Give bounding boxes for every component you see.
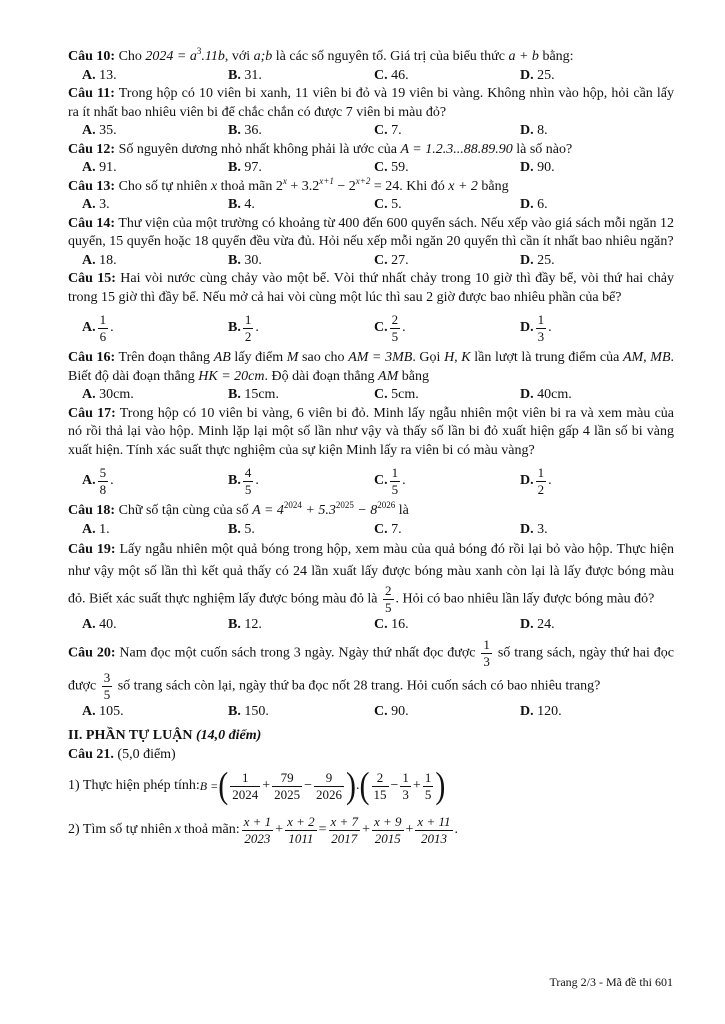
option-d: D. 120.	[520, 703, 562, 719]
options-15	[68, 307, 674, 349]
option-d: D. 25.	[520, 252, 555, 268]
option-d: D. 3.	[520, 521, 548, 537]
q21-part-1: 1) Thực hiện phép tính: B = ( $\frac{1}{2024}$ + $\frac{79}{2025}$ − $\frac{9}{2026}$ ) . ( $\frac{2}{15}$ − $\frac{1}{3}$ + $\frac{1}{5}$ )	[68, 764, 446, 806]
fraction: $\frac{1}{3}$	[537, 311, 545, 344]
option-b: B. 31.	[228, 67, 262, 83]
question-16: Câu 16: Trên đoạn thẳng AB lấy điểm M sao cho AM = 3MB. Gọi H, K lần lượt là trung điểm của AM, MB. Biết độ dài đoạn thẳng HK = 20cm. Độ dài đoạn thẳng AM bằng	[68, 350, 675, 384]
exam-page	[68, 48, 674, 852]
fraction: $\frac{1}{2}$	[537, 464, 545, 497]
option-c: C. 27.	[374, 252, 409, 268]
option-b: B. 150.	[228, 703, 269, 719]
option-d: D. 8.	[520, 123, 548, 138]
question-13: Câu 13: Cho số tự nhiên x thoả mãn $2^x + 3.2^{x+1} - 2^{x+2} = 24$. Khi đó x + 2 bằng	[68, 175, 509, 194]
question-17: Câu 17: Trong hộp có 10 viên bi vàng, 6 viên bi đỏ. Minh lấy ngẫu nhiên một viên bi ra và xem màu của nó rồi thả lại vào hộp. Minh lặp lại một số lần như vậy và thấy số lần bi đỏ xuất hiện gấp 4 lần số bi vàng xuất hiện. Tính xác suất thực nghiệm của sự kiện Minh lấy ra viên bi có màu vàng?	[68, 405, 674, 458]
option-a: A. 91.	[82, 160, 117, 175]
fraction: $\frac{1}{3}$	[402, 769, 409, 802]
option-a: A. 3.	[82, 197, 110, 212]
option-d: D. 90.	[520, 160, 555, 175]
option-a: A. 30cm.	[82, 387, 134, 402]
options-12	[68, 159, 674, 178]
options-19	[68, 616, 674, 635]
fraction: $\frac{4}{5}$	[244, 464, 252, 497]
question-15: Câu 15: Hai vòi nước cùng chảy vào một bể. Vòi thứ nhất chảy trong 10 giờ thì đầy bể, vòi thứ hai chảy trong 15 giờ thì đầy bể. Nếu mở cả hai vòi cùng một lúc thì sau 2 giờ được bao nhiêu phần của bể?	[68, 271, 674, 305]
question-14: Câu 14: Thư viện của một trường có khoảng từ 400 đến 600 quyển sách. Nếu xếp vào giá sách mỗi ngăn 12 quyển, 15 quyển hoặc 18 quyển đều vừa đủ. Hỏi nếu xếp mỗi ngăn 20 quyển thì cần ít nhất bao nhiêu ngăn?	[68, 215, 674, 249]
option-c: C. 5.	[374, 197, 402, 212]
options-11	[68, 122, 674, 141]
option-d: D. 40cm.	[520, 387, 572, 402]
option-d: D. $\frac{1}{3}$ .	[520, 311, 552, 344]
fraction: $\frac{79}{2025}$	[274, 769, 301, 802]
option-c: C. 7.	[374, 123, 402, 138]
options-13	[68, 196, 674, 215]
option-a: A. $\frac{1}{6}$ .	[82, 311, 114, 344]
option-a: A. 105.	[82, 703, 124, 719]
fraction: $\frac{3}{5}$	[103, 669, 111, 702]
option-a: A. 13.	[82, 67, 117, 83]
option-a: A. 35.	[82, 123, 117, 138]
options-20	[68, 703, 674, 722]
option-c: C. $\frac{2}{5}$ .	[374, 311, 406, 344]
option-c: C. $\frac{1}{5}$ .	[374, 464, 406, 497]
question-12: Câu 12: Số nguyên dương nhỏ nhất không phải là ước của A = 1.2.3...88.89.90 là số nào?	[68, 141, 573, 157]
option-c: C. 46.	[374, 67, 409, 83]
section-heading: II. PHẦN TỰ LUẬN (14,0 điểm)	[68, 728, 262, 743]
q21-part-2: 2) Tìm số tự nhiên x thoả mãn: $\frac{x + 1}{2023}$ + $\frac{x + 2}{1011}$ = $\frac{x + 7}{2017}$ + $\frac{x + 9}{2015}$ + $\frac{x + 11}{2013}$ .	[68, 813, 458, 846]
page-footer: Trang 2/3 - Mã đề thi 601	[549, 975, 673, 989]
fraction: $\frac{1}{5}$	[424, 769, 432, 802]
question-label: Câu 10:	[68, 49, 116, 64]
fraction: $\frac{x + 1}{2023}$	[243, 813, 272, 846]
fraction: $\frac{5}{8}$	[99, 464, 107, 497]
fraction: $\frac{1}{2}$	[244, 311, 252, 344]
fraction: $\frac{2}{5}$	[385, 583, 392, 615]
fraction: $\frac{1}{3}$	[483, 636, 490, 669]
option-a: A. 18.	[82, 252, 117, 268]
option-a: A. 40.	[82, 617, 117, 632]
option-c: C. 59.	[374, 160, 409, 175]
options-16	[68, 386, 674, 405]
fraction: $\frac{2}{5}$	[391, 311, 399, 344]
option-b: B. 15cm.	[228, 387, 279, 402]
fraction: $\frac{1}{6}$	[99, 311, 107, 344]
question-19: Câu 19: Lấy ngẫu nhiên một quả bóng trong hộp, xem màu của quả bóng đó rồi lại bỏ vào hộp. Thực hiện như vậy một số lần thì kết quả thấy có 24 lần xuất lấy được bóng màu xanh còn lại là lấy được bóng màu đỏ. Biết xác suất thực nghiệm lấy được bóng màu đỏ là $\frac{2}{5}$ . Hỏi có bao nhiêu lần lấy được bóng màu đỏ?	[68, 542, 674, 615]
option-c: C. 7.	[374, 521, 402, 537]
option-b: B. $\frac{4}{5}$ .	[228, 464, 259, 497]
option-a: A. 1.	[82, 521, 110, 537]
option-b: B. 5.	[228, 521, 255, 537]
option-c: C. 16.	[374, 617, 409, 632]
options-14	[68, 252, 674, 271]
question-10: Câu 10: Cho $2024 = a^3.11b$, với a;b là các số nguyên tố. Giá trị của biểu thức a + b bằng:	[68, 46, 574, 64]
question-11: Câu 11: Trong hộp có 10 viên bi xanh, 11 viên bi đỏ và 19 viên bi vàng. Không nhìn vào hộp, hỏi cần lấy ra ít nhất bao nhiêu viên bi để chắc chắn có được 7 viên bi màu đỏ?	[68, 86, 674, 120]
fraction: $\frac{x + 11}{2013}$	[417, 813, 451, 846]
question-18: Câu 18: Chữ số tận cùng của số $A = 4^{2024} + 5.3^{2025} - 8^{2026}$ là	[68, 500, 409, 518]
question-20: Câu 20: Nam đọc một cuốn sách trong 3 ngày. Ngày thứ nhất đọc được $\frac{1}{3}$ số trang sách, ngày thứ hai đọc được $\frac{3}{5}$ số trang sách còn lại, ngày thứ ba đọc nốt 28 trang. Hỏi cuốn sách có bao nhiêu trang?	[68, 636, 674, 702]
option-d: D. 6.	[520, 197, 548, 212]
fraction: $\frac{2}{15}$	[373, 769, 387, 802]
option-d: D. 25.	[520, 67, 555, 83]
fraction: $\frac{x + 9}{2015}$	[373, 813, 402, 846]
option-b: B. 30.	[228, 252, 262, 268]
options-18	[68, 521, 674, 540]
option-b: B. 36.	[228, 123, 262, 138]
option-b: B. 12.	[228, 617, 262, 632]
fraction: $\frac{9}{2026}$	[316, 769, 342, 802]
question-21: Câu 21. (5,0 điểm)	[68, 746, 176, 762]
option-b: B. 97.	[228, 160, 262, 175]
option-b: B. 4.	[228, 197, 255, 212]
fraction: $\frac{x + 7}{2017}$	[330, 813, 359, 846]
fraction: $\frac{x + 2}{1011}$	[287, 813, 315, 846]
option-a: A. $\frac{5}{8}$ .	[82, 464, 114, 497]
option-c: C. 5cm.	[374, 387, 419, 402]
fraction: $\frac{1}{5}$	[391, 464, 399, 497]
fraction: $\frac{1}{2024}$	[232, 769, 259, 802]
option-d: D. 24.	[520, 617, 555, 632]
option-b: B. $\frac{1}{2}$ .	[228, 311, 259, 344]
option-c: C. 90.	[374, 703, 409, 719]
options-17	[68, 460, 674, 502]
option-d: D. $\frac{1}{2}$ .	[520, 464, 552, 497]
options-10	[68, 67, 674, 86]
